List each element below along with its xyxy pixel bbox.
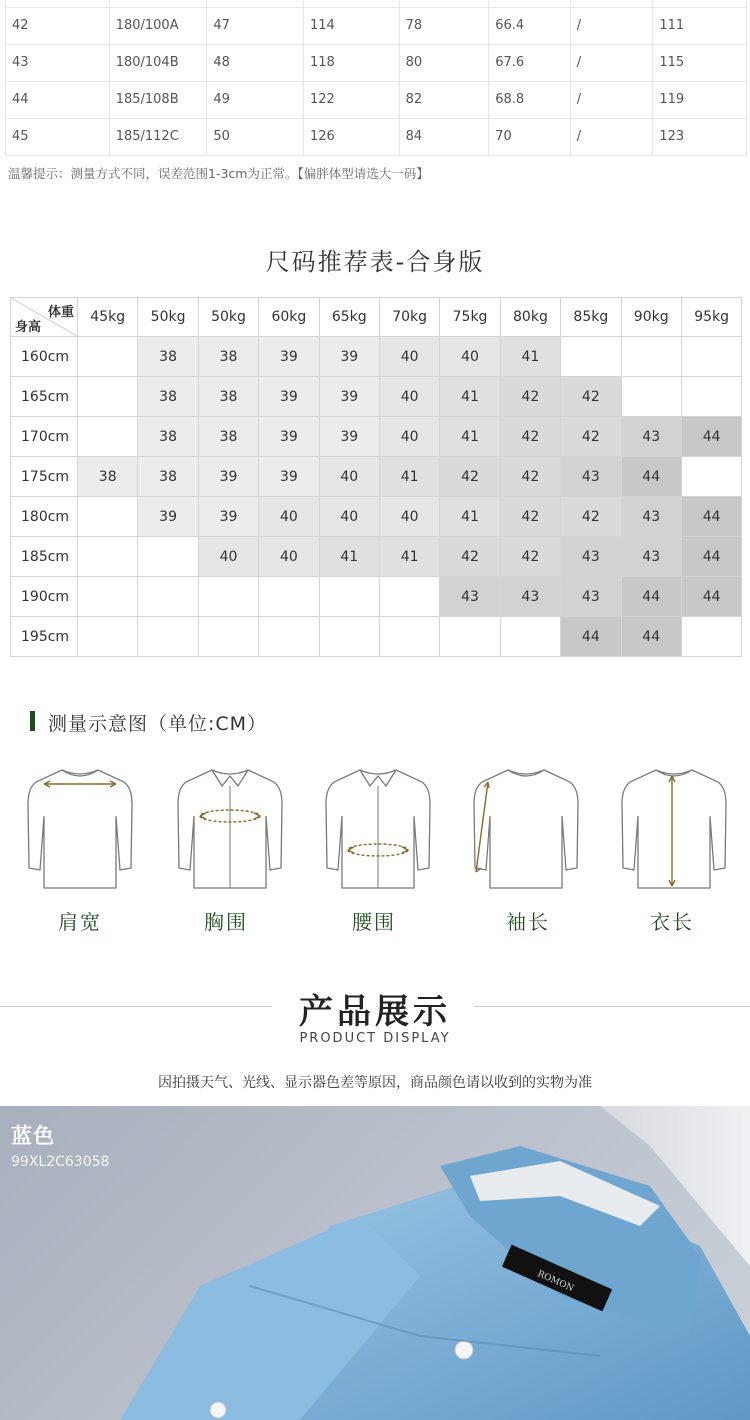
weight-header: 45kg <box>78 298 138 337</box>
weight-header: 50kg <box>198 298 258 337</box>
size-cell: 42 <box>561 377 621 417</box>
size-cell: 39 <box>319 417 379 457</box>
size-cell: 43 <box>621 537 681 577</box>
weight-header: 80kg <box>500 298 560 337</box>
size-cell: 42 <box>500 377 560 417</box>
table-row <box>11 497 742 537</box>
height-header: 185cm <box>11 537 78 577</box>
weight-header: 95kg <box>681 298 741 337</box>
label-body-length: 衣长 <box>650 910 694 934</box>
size-cell: 42 <box>500 417 560 457</box>
size-cell: 42 <box>500 497 560 537</box>
table-cell: 43 <box>6 44 110 81</box>
table-cell: 119 <box>653 81 747 118</box>
table-cell: 122 <box>303 81 399 118</box>
table-cell: 70 <box>489 118 571 155</box>
size-tip: 温馨提示：测量方式不同，误差范围1-3cm为正常。【偏胖体型请选大一码】 <box>8 166 429 181</box>
table-cell: 47 <box>207 7 304 44</box>
size-cell: 42 <box>561 417 621 457</box>
size-cell: 38 <box>138 377 198 417</box>
size-cell <box>500 617 560 657</box>
size-cell: 41 <box>440 497 500 537</box>
size-cell: 40 <box>319 457 379 497</box>
body-length-shirt-icon <box>618 764 730 892</box>
table-cell: 114 <box>303 7 399 44</box>
weight-header: 90kg <box>621 298 681 337</box>
product-photo <box>0 1106 750 1420</box>
table-row <box>11 537 742 577</box>
shoulder-width-shirt-icon <box>24 764 136 892</box>
size-cell: 41 <box>379 457 439 497</box>
table-row <box>11 337 742 377</box>
table-row <box>11 417 742 457</box>
size-table <box>5 0 747 156</box>
size-cell: 43 <box>561 577 621 617</box>
table-cell: / <box>570 81 653 118</box>
weight-header: 75kg <box>440 298 500 337</box>
size-cell <box>138 617 198 657</box>
size-cell <box>681 337 741 377</box>
height-header: 175cm <box>11 457 78 497</box>
size-cell <box>78 497 138 537</box>
size-cell <box>78 377 138 417</box>
table-cell: / <box>570 44 653 81</box>
size-cell <box>561 337 621 377</box>
table-cell: / <box>570 118 653 155</box>
table-cell: 80 <box>399 44 489 81</box>
size-cell <box>259 577 319 617</box>
label-waist: 腰围 <box>352 910 396 934</box>
size-cell: 38 <box>198 377 258 417</box>
table-cell: 45 <box>6 118 110 155</box>
size-cell: 40 <box>319 497 379 537</box>
size-cell: 42 <box>561 497 621 537</box>
size-cell: 43 <box>621 417 681 457</box>
size-cell <box>78 577 138 617</box>
weight-header: 65kg <box>319 298 379 337</box>
product-display-title: 产品展示 <box>299 992 451 1032</box>
table-cell: 185/112C <box>109 118 207 155</box>
table-cell: 66.4 <box>489 7 571 44</box>
table-cell: 123 <box>653 118 747 155</box>
waist-shirt-icon <box>322 764 434 892</box>
table-cell: 82 <box>399 81 489 118</box>
label-shoulder-width: 肩宽 <box>58 910 102 934</box>
table-cell: 50 <box>207 118 304 155</box>
height-header: 165cm <box>11 377 78 417</box>
size-cell: 44 <box>681 417 741 457</box>
size-cell: 39 <box>198 497 258 537</box>
size-cell <box>78 617 138 657</box>
size-cell: 40 <box>198 537 258 577</box>
recommend-title: 尺码推荐表-合身版 <box>265 248 485 276</box>
color-disclaimer: 因拍摄天气、光线、显示器色差等原因，商品颜色请以收到的实物为准 <box>158 1075 592 1091</box>
size-cell: 44 <box>561 617 621 657</box>
size-cell: 43 <box>621 497 681 537</box>
size-cell <box>379 577 439 617</box>
label-chest: 胸围 <box>204 910 248 934</box>
height-header: 190cm <box>11 577 78 617</box>
table-cell: 118 <box>303 44 399 81</box>
measure-title: 测量示意图（单位:CM） <box>48 713 268 735</box>
size-cell: 38 <box>138 417 198 457</box>
size-cell: 43 <box>561 457 621 497</box>
size-cell: 39 <box>259 337 319 377</box>
size-cell <box>138 577 198 617</box>
chest-shirt-icon <box>174 764 286 892</box>
table-row <box>6 118 747 155</box>
size-cell: 43 <box>440 577 500 617</box>
table-cell: 126 <box>303 118 399 155</box>
recommend-table <box>10 297 742 657</box>
size-cell: 42 <box>440 537 500 577</box>
weight-header: 85kg <box>561 298 621 337</box>
size-cell <box>259 617 319 657</box>
table-row <box>11 457 742 497</box>
size-cell <box>621 337 681 377</box>
size-cell: 40 <box>440 337 500 377</box>
size-cell: 39 <box>198 457 258 497</box>
size-cell: 38 <box>138 337 198 377</box>
height-header: 160cm <box>11 337 78 377</box>
label-sleeve-length: 袖长 <box>506 910 550 934</box>
table-row <box>6 81 747 118</box>
size-cell: 40 <box>259 537 319 577</box>
table-cell: 49 <box>207 81 304 118</box>
size-cell <box>78 537 138 577</box>
size-cell <box>681 617 741 657</box>
size-cell <box>78 417 138 457</box>
table-cell: 48 <box>207 44 304 81</box>
size-cell: 39 <box>138 497 198 537</box>
size-cell <box>681 377 741 417</box>
size-cell: 44 <box>621 577 681 617</box>
size-cell <box>681 457 741 497</box>
table-row <box>11 617 742 657</box>
table-corner-header <box>11 298 78 337</box>
size-cell: 41 <box>319 537 379 577</box>
size-cell: 41 <box>500 337 560 377</box>
size-cell: 40 <box>379 377 439 417</box>
size-cell <box>319 577 379 617</box>
size-cell: 39 <box>259 457 319 497</box>
size-cell: 38 <box>138 457 198 497</box>
height-header: 170cm <box>11 417 78 457</box>
size-cell: 42 <box>440 457 500 497</box>
table-cell: 115 <box>653 44 747 81</box>
size-cell: 38 <box>198 417 258 457</box>
table-cell: / <box>570 7 653 44</box>
size-cell <box>78 337 138 377</box>
table-cell: 44 <box>6 81 110 118</box>
size-cell: 40 <box>379 417 439 457</box>
size-cell <box>319 617 379 657</box>
size-cell <box>379 617 439 657</box>
size-cell: 43 <box>561 537 621 577</box>
size-cell: 44 <box>621 457 681 497</box>
height-header: 180cm <box>11 497 78 537</box>
corner-height-label: 身高 <box>15 320 42 335</box>
size-cell: 41 <box>440 377 500 417</box>
size-cell: 39 <box>319 337 379 377</box>
weight-header: 70kg <box>379 298 439 337</box>
weight-header: 50kg <box>138 298 198 337</box>
sleeve-length-shirt-icon <box>470 764 582 892</box>
table-cell: 42 <box>6 7 110 44</box>
size-cell: 40 <box>379 497 439 537</box>
table-cell: 180/100A <box>109 7 207 44</box>
size-cell <box>198 617 258 657</box>
size-cell: 39 <box>259 377 319 417</box>
table-cell: 111 <box>653 7 747 44</box>
height-header: 195cm <box>11 617 78 657</box>
size-cell: 39 <box>319 377 379 417</box>
size-cell: 41 <box>440 417 500 457</box>
size-cell: 38 <box>78 457 138 497</box>
size-cell: 39 <box>259 417 319 457</box>
size-cell: 44 <box>681 577 741 617</box>
size-cell: 41 <box>379 537 439 577</box>
size-cell: 38 <box>198 337 258 377</box>
color-code: 99XL2C63058 <box>11 1154 110 1170</box>
size-cell: 44 <box>681 537 741 577</box>
size-cell <box>138 537 198 577</box>
size-cell <box>198 577 258 617</box>
table-cell: 185/108B <box>109 81 207 118</box>
shirt-photo-illustration <box>0 1106 750 1420</box>
size-cell <box>621 377 681 417</box>
table-cell: 84 <box>399 118 489 155</box>
product-display-subtitle: PRODUCT DISPLAY <box>299 1031 451 1046</box>
table-row <box>6 7 747 44</box>
section-marker <box>30 711 35 731</box>
size-cell: 44 <box>681 497 741 537</box>
size-cell: 42 <box>500 457 560 497</box>
weight-header: 60kg <box>259 298 319 337</box>
table-row <box>11 577 742 617</box>
color-name: 蓝色 <box>11 1124 55 1148</box>
table-cell: 180/104B <box>109 44 207 81</box>
size-cell <box>440 617 500 657</box>
table-cell: 68.8 <box>489 81 571 118</box>
brand-label: ROMON <box>535 1269 576 1295</box>
table-row <box>6 44 747 81</box>
table-row <box>11 377 742 417</box>
table-cell: 78 <box>399 7 489 44</box>
size-cell: 40 <box>259 497 319 537</box>
size-cell: 44 <box>621 617 681 657</box>
corner-weight-label: 体重 <box>47 305 74 320</box>
table-cell: 67.6 <box>489 44 571 81</box>
size-cell: 42 <box>500 537 560 577</box>
size-cell: 40 <box>379 337 439 377</box>
size-cell: 43 <box>500 577 560 617</box>
